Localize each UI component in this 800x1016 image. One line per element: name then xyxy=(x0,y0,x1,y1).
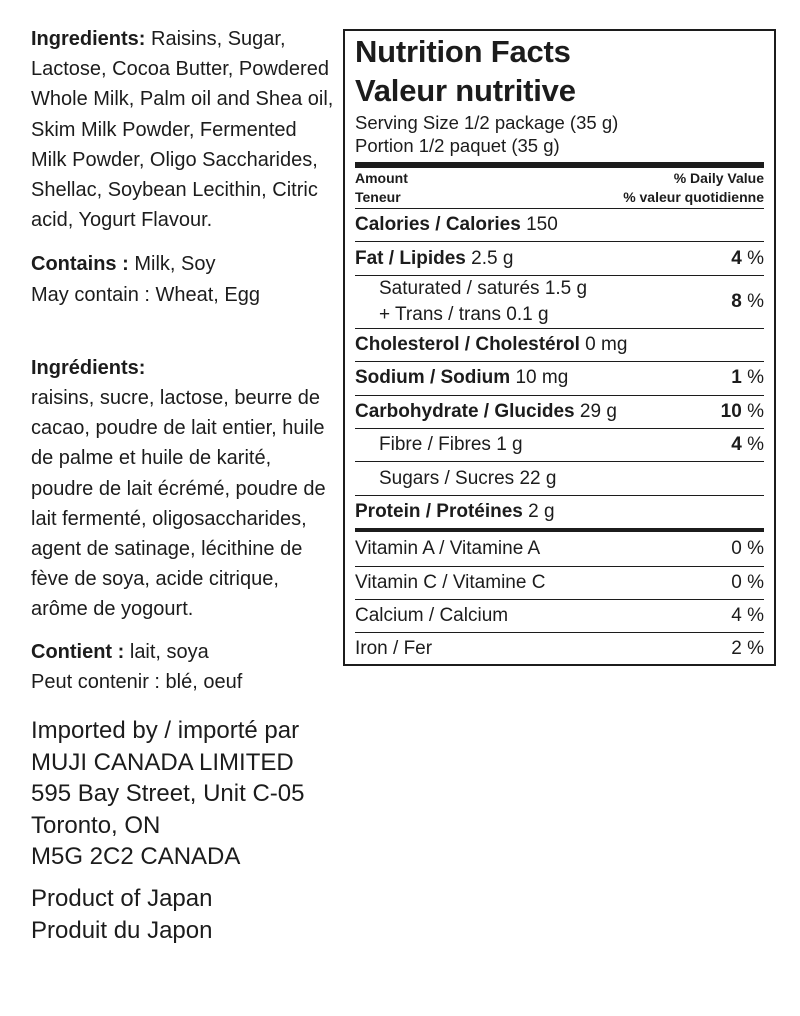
sodium-pct-sign: % xyxy=(741,367,764,389)
contient-label: Contient : xyxy=(31,640,125,663)
sugars-label: Sugars / Sucres 22 g xyxy=(379,467,557,489)
origin-block xyxy=(31,883,336,946)
fat-value: 2.5 g xyxy=(465,247,514,269)
ingredients-english xyxy=(31,24,336,235)
carb-value: 29 g xyxy=(574,400,617,422)
carbohydrate-row xyxy=(355,395,764,428)
ingredients-label: Ingredients: xyxy=(31,28,146,50)
carb-pct-sign: % xyxy=(741,400,764,422)
vitamin-a-row xyxy=(355,532,764,565)
contient-value: lait, soya xyxy=(124,640,209,663)
importer-block xyxy=(31,715,336,873)
protein-row xyxy=(355,495,764,528)
calcium-pct: 4 % xyxy=(731,605,764,627)
nutrition-facts-table xyxy=(343,29,776,666)
chol-value: 0 mg xyxy=(579,333,628,355)
calcium-label: Calcium / Calcium xyxy=(355,605,509,627)
sodium-value: 10 mg xyxy=(510,367,569,389)
fat-row xyxy=(355,241,764,274)
vitamin-a-pct: 0 % xyxy=(731,537,764,559)
amount-header xyxy=(355,169,408,208)
origin-french: Produit du Japon xyxy=(31,916,213,944)
protein-value: 2 g xyxy=(522,500,555,522)
importer-line-1: Imported by / importé par xyxy=(31,717,300,745)
carb-label: Carbohydrate / Glucides xyxy=(355,400,575,422)
importer-line-5: M5G 2C2 CANADA xyxy=(31,843,241,871)
allergens-french xyxy=(31,637,336,697)
table-header xyxy=(355,168,764,208)
chol-label: Cholesterol / Cholestérol xyxy=(355,333,580,355)
amount-fr: Teneur xyxy=(355,189,401,205)
vitamin-c-row xyxy=(355,566,764,599)
daily-value-header xyxy=(623,169,764,208)
allergens-english xyxy=(31,249,336,309)
iron-row xyxy=(355,632,764,665)
may-contain: May contain : Wheat, Egg xyxy=(31,283,261,306)
cholesterol-row xyxy=(355,328,764,361)
fat-pct-sign: % xyxy=(741,247,764,269)
fibre-pct: 4 xyxy=(731,434,742,456)
amount-en: Amount xyxy=(355,170,408,186)
label-text-column xyxy=(31,24,336,946)
vitamin-a-label: Vitamin A / Vitamine A xyxy=(355,537,541,559)
calories-value: 150 xyxy=(520,214,558,236)
iron-label: Iron / Fer xyxy=(355,638,433,660)
sodium-row xyxy=(355,361,764,394)
sat-pct: 8 xyxy=(731,290,742,312)
trans-label: + Trans / trans 0.1 g xyxy=(379,303,549,325)
importer-line-3: 595 Bay Street, Unit C-05 xyxy=(31,780,305,808)
peut-contenir: Peut contenir : blé, oeuf xyxy=(31,670,243,693)
sugars-row xyxy=(355,461,764,494)
nutrition-title-french: Valeur nutritive xyxy=(355,73,576,108)
saturated-trans-row xyxy=(355,275,764,328)
ingredients-fr-label: Ingrédients: xyxy=(31,356,146,379)
contains-value: Milk, Soy xyxy=(128,253,216,276)
dv-en: % Daily Value xyxy=(673,170,764,186)
iron-pct: 2 % xyxy=(731,638,764,660)
protein-label: Protein / Protéines xyxy=(355,500,523,522)
calories-label: Calories / Calories xyxy=(355,214,521,236)
importer-line-4: Toronto, ON xyxy=(31,811,161,839)
fibre-pct-sign: % xyxy=(741,434,764,456)
sodium-label: Sodium / Sodium xyxy=(355,367,511,389)
ingredients-text: Raisins, Sugar, Lactose, Cocoa Butter, Powdered Whole Milk, Palm oil and Shea oil, Skim Milk Powder, Fermented Milk Powder, Oligo Saccharides, Shellac, Soybean Lecithin, Citric acid, Yogurt Flavour. xyxy=(31,28,334,232)
ingredients-french xyxy=(31,353,336,625)
calcium-row xyxy=(355,599,764,632)
serving-size-french: Portion 1/2 paquet (35 g) xyxy=(355,135,560,156)
dv-fr: % valeur quotidienne xyxy=(623,189,764,205)
fibre-label: Fibre / Fibres 1 g xyxy=(379,434,523,456)
sat-pct-sign: % xyxy=(741,290,764,312)
fat-pct: 4 xyxy=(731,247,742,269)
saturated-label: Saturated / saturés 1.5 g xyxy=(379,277,588,299)
nutrition-title-english: Nutrition Facts xyxy=(355,34,571,69)
fat-label: Fat / Lipides xyxy=(355,247,466,269)
contains-label: Contains : xyxy=(31,253,129,276)
origin-english: Product of Japan xyxy=(31,885,213,913)
vitamin-c-pct: 0 % xyxy=(731,571,764,593)
vitamin-c-label: Vitamin C / Vitamine C xyxy=(355,571,546,593)
sodium-pct: 1 xyxy=(731,367,742,389)
fibre-row xyxy=(355,428,764,461)
serving-size-english: Serving Size 1/2 package (35 g) xyxy=(355,112,619,133)
carb-pct: 10 xyxy=(720,400,742,422)
ingredients-fr-text: raisins, sucre, lactose, beurre de cacao, poudre de lait entier, huile de palme et huile de karité, poudre de lait écrémé, poudre de lait fermenté, oligosaccharides, agent de satinage, lécithine de fève de soya, acide citrique, arôme de yogourt. xyxy=(31,387,326,621)
importer-line-2: MUJI CANADA LIMITED xyxy=(31,748,294,776)
calories-row xyxy=(355,208,764,241)
